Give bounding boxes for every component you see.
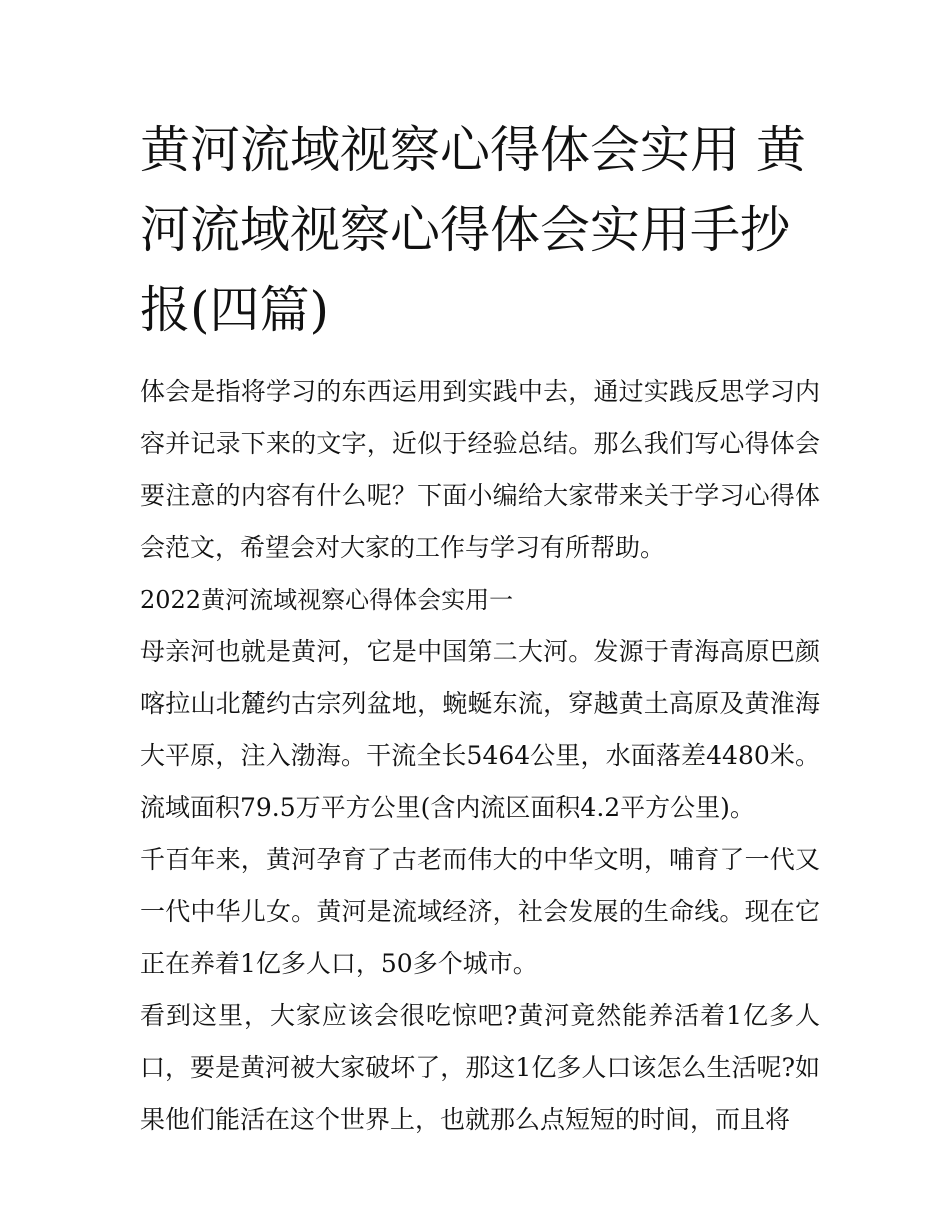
section-heading: 2022黄河流域视察心得体会实用一	[140, 586, 514, 614]
document-page	[140, 110, 820, 1146]
intro-paragraph: 体会是指将学习的东西运用到实践中去，通过实践反思学习内容并记录下来的文字，近似于经验总结。那么我们写心得体会要注意的内容有什么呢？下面小编给大家带来关于学习心得体会范文，希望会对大家的工作与学习有所帮助。	[140, 377, 820, 562]
document-title: 黄河流域视察心得体会实用 黄河流域视察心得体会实用手抄报(四篇)	[140, 121, 806, 339]
document-body	[140, 366, 820, 1146]
body-paragraph: 千百年来，黄河孕育了古老而伟大的中华文明，哺育了一代又一代中华儿女。黄河是流域经济，社会发展的生命线。现在它正在养着1亿多人口，50多个城市。	[140, 845, 820, 978]
body-paragraph: 看到这里，大家应该会很吃惊吧?黄河竟然能养活着1亿多人口，要是黄河被大家破坏了，那这1亿多人口该怎么生活呢?如果他们能活在这个世界上，也就那么点短短的时间，而且将	[140, 1001, 820, 1134]
body-paragraph: 母亲河也就是黄河，它是中国第二大河。发源于青海高原巴颜喀拉山北麓约古宗列盆地，蜿蜒东流，穿越黄土高原及黄淮海大平原，注入渤海。干流全长5464公里，水面落差4480米。流域面积79.5万平方公里(含内流区面积4.2平方公里)。	[140, 637, 820, 822]
